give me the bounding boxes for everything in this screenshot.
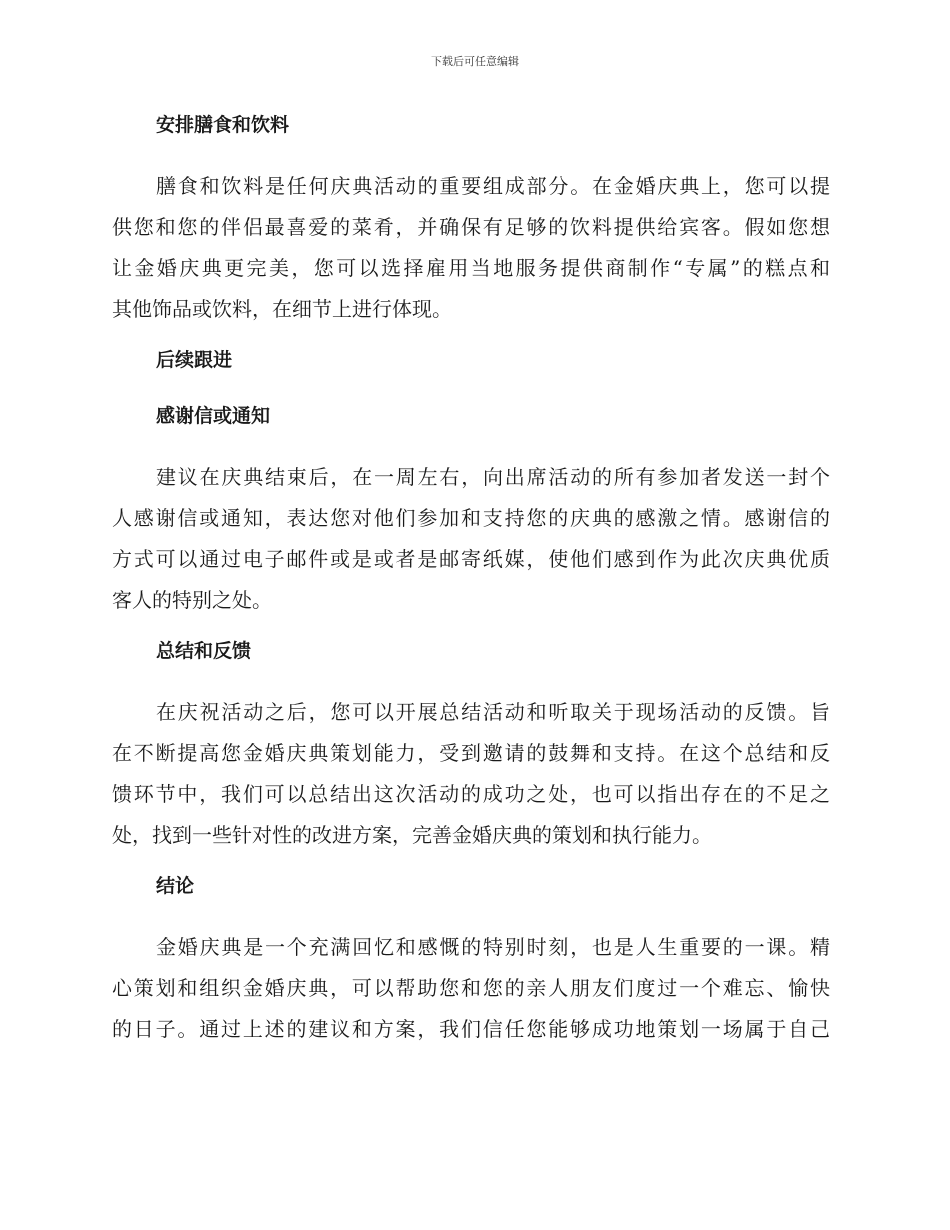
paragraph-line: 在不断提高您金婚庆典策划能力，受到邀请的鼓舞和支持。在这个总结和反 xyxy=(112,741,830,765)
section-heading: 结论 xyxy=(156,875,195,897)
paragraph-line: 心策划和组织金婚庆典，可以帮助您和您的亲人朋友们度过一个难忘、愉快 xyxy=(112,976,830,1000)
section-heading: 感谢信或通知 xyxy=(156,405,271,427)
section-paragraph xyxy=(112,166,830,330)
paragraph-line: 其他饰品或饮料，在细节上进行体现。 xyxy=(112,297,452,321)
page-header: 下载后可任意编辑 xyxy=(431,55,519,68)
section-paragraph xyxy=(112,692,830,856)
paragraph-line: 馈环节中，我们可以总结出这次活动的成功之处，也可以指出存在的不足之 xyxy=(112,782,830,806)
section-paragraph xyxy=(112,457,830,621)
paragraph-line: 膳食和饮料是任何庆典活动的重要组成部分。在金婚庆典上，您可以提 xyxy=(156,174,830,198)
paragraph-line: 人感谢信或通知，表达您对他们参加和支持您的庆典的感激之情。感谢信的 xyxy=(112,506,830,530)
paragraph-line: 建议在庆典结束后，在一周左右，向出席活动的所有参加者发送一封个 xyxy=(156,465,830,489)
section-heading: 后续跟进 xyxy=(156,349,233,371)
paragraph-line: 客人的特别之处。 xyxy=(112,588,272,612)
paragraph-line: 方式可以通过电子邮件或是或者是邮寄纸媒，使他们感到作为此次庆典优质 xyxy=(112,547,830,571)
paragraph-line: 处，找到一些针对性的改进方案，完善金婚庆典的策划和执行能力。 xyxy=(112,823,712,847)
paragraph-line: 让金婚庆典更完美，您可以选择雇用当地服务提供商制作“专属”的糕点和 xyxy=(112,256,830,280)
document-body xyxy=(112,110,830,1065)
section-heading: 总结和反馈 xyxy=(156,640,252,662)
section-paragraph xyxy=(112,927,830,1050)
section-heading: 安排膳食和饮料 xyxy=(156,114,290,136)
paragraph-line: 在庆祝活动之后，您可以开展总结活动和听取关于现场活动的反馈。旨 xyxy=(156,700,830,724)
paragraph-line: 的日子。通过上述的建议和方案，我们信任您能够成功地策划一场属于自己 xyxy=(112,1017,830,1041)
paragraph-line: 金婚庆典是一个充满回忆和感慨的特别时刻，也是人生重要的一课。精 xyxy=(156,935,830,959)
paragraph-line: 供您和您的伴侣最喜爱的菜肴，并确保有足够的饮料提供给宾客。假如您想 xyxy=(112,215,830,239)
